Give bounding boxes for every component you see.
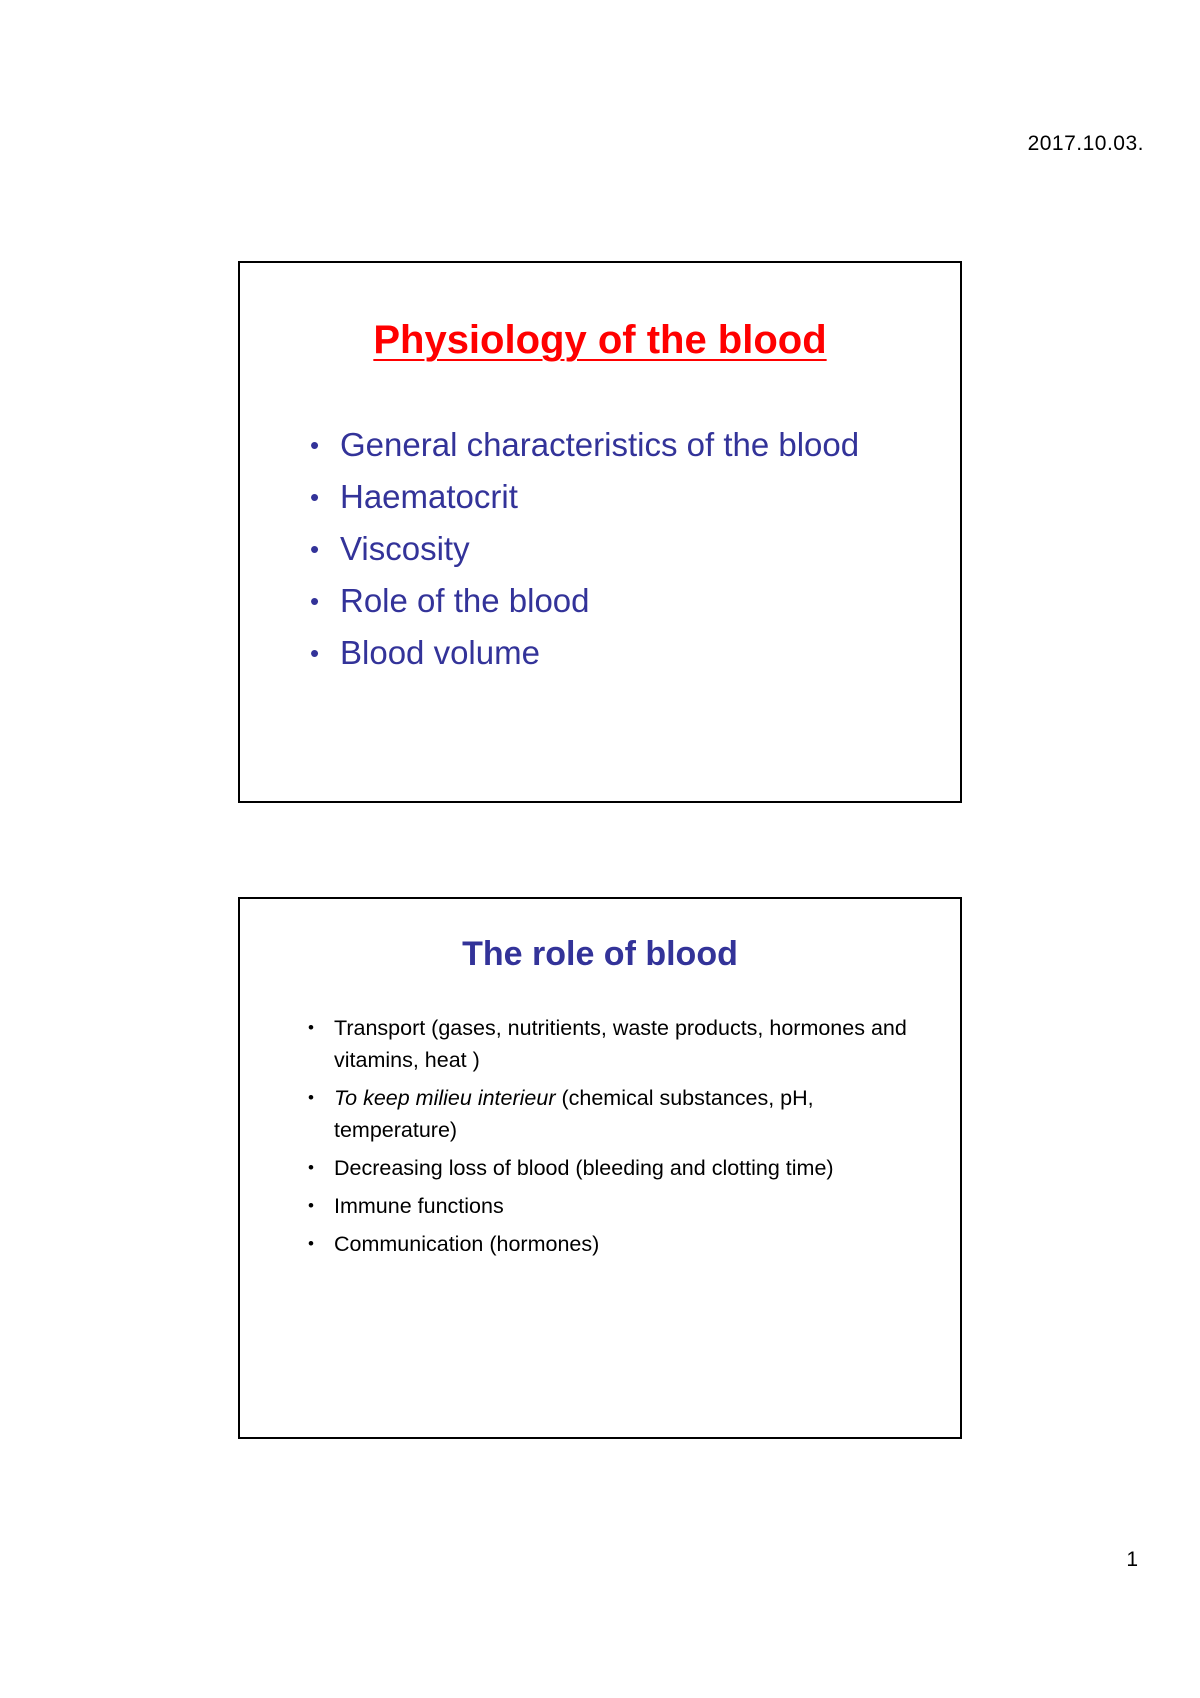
bullet-list: [310, 423, 870, 683]
slide-physiology: [238, 261, 962, 803]
page-number: 1: [1126, 1548, 1138, 1571]
list-item-text: (chemical substances, pH, temperature): [334, 1086, 814, 1142]
slide-title: The role of blood: [462, 935, 738, 973]
list-item: • General characteristics of the blood: [310, 423, 870, 467]
slide-role-of-blood: [238, 897, 962, 1439]
list-item: • Blood volume: [310, 631, 870, 675]
list-item: • Viscosity: [310, 527, 870, 571]
list-item: • Haematocrit: [310, 475, 870, 519]
list-item: • Decreasing loss of blood (bleeding and clotting time): [308, 1152, 908, 1184]
slide-title: [240, 318, 960, 363]
list-item: • Communication (hormones): [308, 1228, 908, 1260]
list-item: • Immune functions: [308, 1190, 908, 1222]
page-date: 2017.10.03.: [1027, 132, 1144, 155]
list-item: • Role of the blood: [310, 579, 870, 623]
italic-phrase: To keep milieu interieur: [334, 1086, 556, 1110]
list-item: [308, 1082, 908, 1146]
bullet-list: [308, 1012, 908, 1266]
slide-title-text: Physiology of the blood: [373, 318, 827, 362]
list-item: • Transport (gases, nutritients, waste products, hormones and vitamins, heat ): [308, 1012, 908, 1076]
